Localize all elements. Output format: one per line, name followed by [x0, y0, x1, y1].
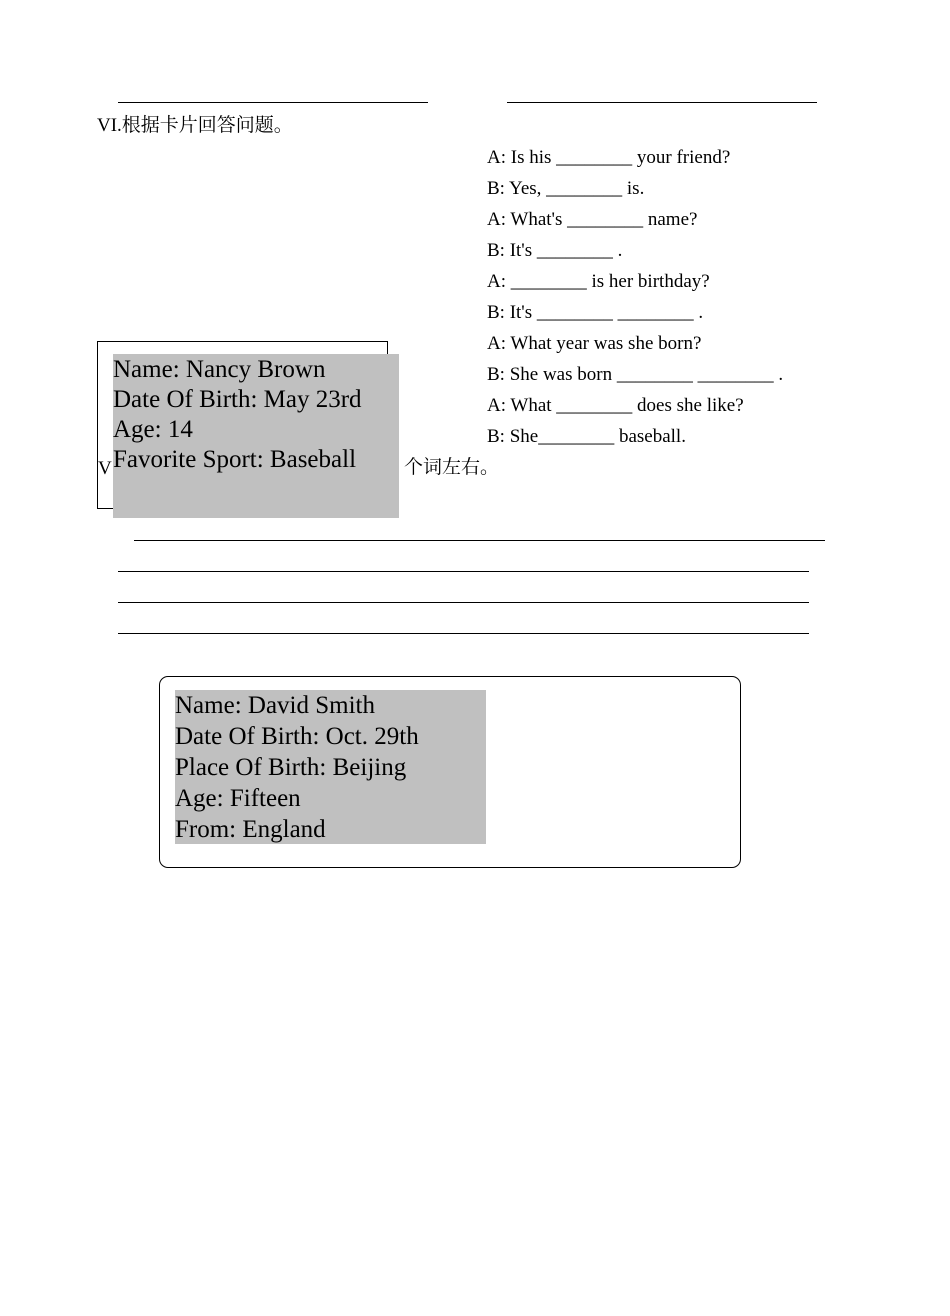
section-vii-title-end: 个词左右。: [404, 457, 500, 478]
dialogue-line: B: She was born ________ ________ .: [487, 364, 784, 385]
dialogue-line: B: It's ________ ________ .: [487, 302, 704, 323]
writing-line: [118, 571, 809, 572]
profile-card-david: [175, 690, 486, 844]
answer-line-top-left: [118, 102, 428, 103]
card-line-sport: Favorite Sport: Baseball: [113, 446, 357, 473]
dialogue-line: A: What's ________ name?: [487, 209, 698, 230]
writing-line: [134, 540, 825, 541]
profile-card-nancy: [113, 354, 399, 518]
card-line-place: Place Of Birth: Beijing: [175, 754, 407, 781]
dialogue-line: A: What year was she born?: [487, 333, 702, 354]
section-vi-title: VI.根据卡片回答问题。: [97, 115, 293, 136]
dialogue-line: B: She________ baseball.: [487, 426, 686, 447]
writing-line: [118, 633, 809, 634]
card-line-from: From: England: [175, 816, 326, 843]
dialogue-line: A: ________ is her birthday?: [487, 271, 710, 292]
dialogue-line: A: What ________ does she like?: [487, 395, 744, 416]
section-vii-title-start: V: [98, 458, 112, 479]
card-line-age: Age: 14: [113, 416, 193, 443]
answer-line-top-right: [507, 102, 817, 103]
card-line-name: Name: David Smith: [175, 692, 375, 719]
dialogue-line: A: Is his ________ your friend?: [487, 147, 731, 168]
card-line-name: Name: Nancy Brown: [113, 356, 326, 383]
writing-line: [118, 602, 809, 603]
dialogue-line: B: It's ________ .: [487, 240, 623, 261]
card-line-birth: Date Of Birth: Oct. 29th: [175, 723, 419, 750]
dialogue-line: B: Yes, ________ is.: [487, 178, 645, 199]
card-line-age: Age: Fifteen: [175, 785, 301, 812]
card-line-birth: Date Of Birth: May 23rd: [113, 386, 362, 413]
